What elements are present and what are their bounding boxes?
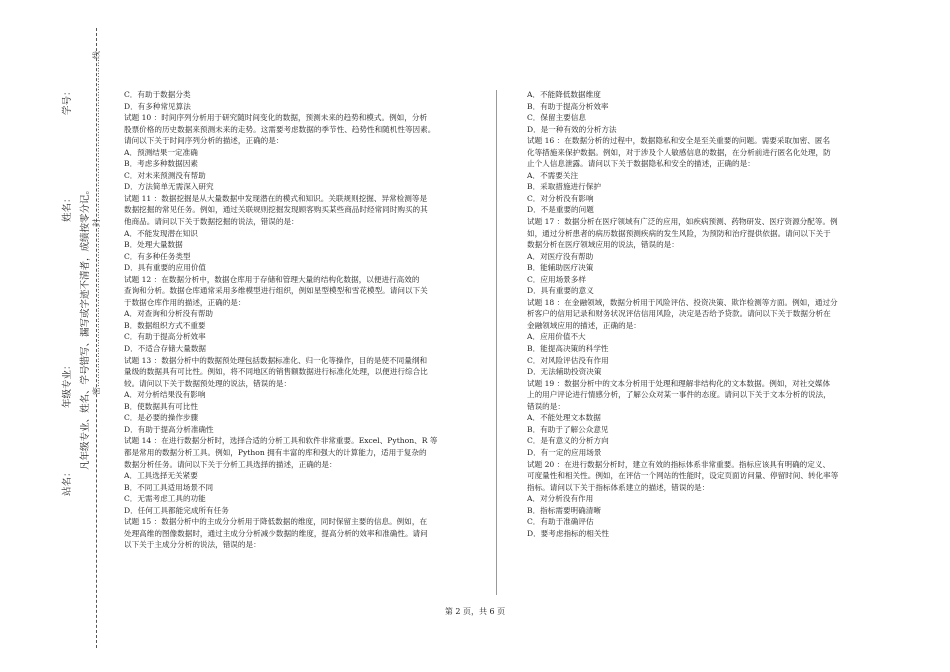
answer-option: D．有助于提高分析准确性	[124, 424, 214, 434]
answer-option: D．有一定的应用场景	[527, 447, 602, 457]
answer-option: C．应用场景多样	[527, 274, 586, 284]
answer-option: C．保留主要信息	[527, 113, 586, 123]
answer-option: B．考虑多种数据因素	[124, 159, 198, 169]
answer-option: D．具有重要的意义	[527, 286, 594, 296]
question-line: 试题 13 ：数据分析中的数据预处理包括数据标准化、归一化等操作，目的是使不同量纲和	[124, 355, 428, 365]
answer-option: B．有助于了解公众意见	[527, 424, 609, 434]
answer-option: B．能辅助医疗决策	[527, 263, 594, 273]
name-field-label: 姓名：	[62, 193, 73, 222]
answer-option: A．预测结果一定准确	[124, 147, 198, 157]
question-line: 试题 19 ：数据分析中的文本分析用于处理和理解非结构化的文本数据。例如，对社交媒体	[527, 378, 831, 388]
text-line: 如，通过分析患者的病历数据预测疾病的发生风险，为预防和治疗提供依据。请问以下关于	[527, 228, 831, 238]
answer-option: D．具有重要的应用价值	[124, 263, 207, 273]
text-line: 他商品。请问以下关于数据挖掘的说法，错误的是：	[124, 217, 299, 227]
exam-notice: 凡年级专业、姓名、学号错写、漏写或字迹不清者，成绩按零分记。	[80, 184, 91, 470]
seal-line-text: 密……………………………………………………封……………………………………………………线	[92, 51, 101, 395]
question-line: 试题 12 ：在数据分析中，数据仓库用于存储和管理大量的结构化数据，以便进行高效的	[124, 274, 420, 284]
text-line: 量级的数据具有可比性。例如，将不同地区的销售额数据进行标准化处理，以便进行综合比	[124, 367, 428, 377]
question-line: 试题 15 ：数据分析中的主成分分析用于降低数据的维度，同时保留主要的信息。例如，在	[124, 517, 428, 527]
page-number: 第 2 页，共 6 页	[444, 607, 506, 616]
answer-option: A．不能降低数据维度	[527, 90, 601, 99]
answer-option: B．能提高决策的科学性	[527, 344, 609, 354]
answer-option: A．对医疗没有帮助	[527, 251, 594, 261]
question-line: 试题 18 ：在金融领域，数据分析用于风险评估、投资决策、欺诈检测等方面。例如，通过分	[527, 297, 838, 307]
text-line: 处理高维的图像数据时，通过主成分分析减少数据的维度，提高分析的效率和准确性。请问	[124, 528, 428, 538]
right-column	[527, 89, 867, 539]
answer-option: C．对未来预测没有帮助	[124, 170, 206, 180]
text-line: 数据分析任务。请问以下关于分析工具选择的描述，正确的是：	[124, 459, 337, 469]
text-line: 于数据仓库作用的描述，正确的是：	[124, 297, 246, 307]
text-line: 化等措施来保护数据。例如，对于涉及个人敏感信息的数据，在分析前进行匿名化处理，防	[527, 147, 831, 157]
left-column	[124, 89, 482, 551]
text-line: 可度量性和相关性。例如，在评估一个网站的性能时，设定页面访问量、停留时间、转化率等	[527, 471, 839, 481]
question-line: 试题 11 ：数据挖掘是从大量数据中发现潜在的模式和知识。关联规则挖掘、异常检测等是	[124, 193, 428, 203]
answer-option: D．无法辅助投资决策	[527, 367, 602, 377]
answer-option: C．是有意义的分析方向	[527, 436, 609, 446]
answer-option: A．工具选择无关紧要	[124, 471, 198, 481]
answer-option: A．对查询和分析没有帮助	[124, 309, 214, 319]
student-id-field-label: 学号：	[62, 86, 73, 115]
answer-option: D．是一种有效的分析方法	[527, 124, 617, 134]
text-line: 上的用户评论进行情感分析，了解公众对某一事件的态度。请问以下关于文本分析的说法，	[527, 390, 831, 400]
question-line: 试题 14 ：在进行数据分析时，选择合适的分析工具和软件非常重要。Excel、Python、R 等	[124, 436, 438, 446]
text-line: 止个人信息泄露。请问以下关于数据隐私和安全的描述，正确的是：	[527, 159, 755, 169]
question-line: 试题 10 ：时间序列分析用于研究随时间变化的数据，预测未来的趋势和模式。例如，分析	[124, 113, 428, 123]
answer-option: C．有助于数据分类	[124, 90, 191, 99]
school-field-label: 站名：	[62, 467, 73, 496]
answer-option: D．有多种常见算法	[124, 101, 191, 111]
answer-option: A．对分析结果没有影响	[124, 390, 206, 400]
answer-option: D．任何工具都能完成所有任务	[124, 505, 229, 515]
text-line: 数据分析在医疗领域应用的说法，错误的是：	[527, 240, 679, 250]
text-line: 析客户的信用记录和财务状况评估信用风险，决定是否给予贷款。请问以下关于数据分析在	[527, 309, 831, 319]
text-line: 数据挖掘的常见任务。例如，通过关联规则挖掘发现顾客购买某些商品时经常同时购买的其	[124, 205, 428, 215]
major-field-label: 年级专业：	[62, 360, 73, 408]
binding-margin	[0, 0, 110, 672]
text-line: 都是常用的数据分析工具。例如，Python 拥有丰富的库和强大的计算能力，适用于复杂的	[124, 447, 427, 457]
answer-option: C．对分析没有影响	[527, 193, 594, 203]
answer-option: C．有助于提高分析效率	[124, 332, 206, 342]
answer-option: A．不能处理文本数据	[527, 413, 601, 423]
text-line: 请问以下关于时间序列分析的描述，正确的是：	[124, 136, 284, 146]
answer-option: A．不能发现潜在知识	[124, 228, 198, 238]
answer-option: A．应用价值不大	[527, 332, 586, 342]
answer-option: B．处理大量数据	[124, 240, 183, 250]
answer-option: B．数据组织方式不重要	[124, 320, 206, 330]
text-line: 较。请问以下关于数据预处理的说法，错误的是：	[124, 378, 292, 388]
answer-option: B．使数据具有可比性	[124, 401, 198, 411]
question-line: 试题 20 ：在进行数据分析时，建立有效的指标体系非常重要。指标应该具有明确的定义、	[527, 459, 831, 469]
answer-option: B．指标需要明确清晰	[527, 505, 601, 515]
answer-option: D．不是重要的问题	[527, 205, 594, 215]
text-line: 股票价格的历史数据来预测未来的走势。这需要考虑数据的季节性、趋势性和随机性等因素。	[124, 124, 436, 134]
text-line: 金融领域应用的描述，正确的是：	[527, 320, 641, 330]
column-divider	[496, 90, 497, 595]
answer-option: C．无需考虑工具的功能	[124, 494, 206, 504]
question-line: 试题 16 ：在数据分析的过程中，数据隐私和安全是至关重要的问题。需要采取加密、匿名	[527, 136, 831, 146]
question-line: 试题 17 ：数据分析在医疗领域有广泛的应用，如疾病预测、药物研发、医疗资源分配等。例	[527, 217, 838, 227]
text-line: 错误的是：	[527, 401, 565, 411]
answer-option: B．不同工具适用场景不同	[124, 482, 214, 492]
answer-option: A．对分析没有作用	[527, 494, 594, 504]
text-line: 以下关于主成分分析的说法，错误的是：	[124, 540, 261, 550]
answer-option: D．要考虑指标的相关性	[527, 528, 610, 538]
text-line: 指标。请问以下关于指标体系建立的描述，错误的是：	[527, 482, 710, 492]
answer-option: C．对风险评估没有作用	[527, 355, 609, 365]
answer-option: C．是必要的操作步骤	[124, 413, 199, 423]
answer-option: A．不需要关注	[527, 170, 579, 180]
answer-option: D．不适合存储大量数据	[124, 344, 207, 354]
answer-option: C．有多种任务类型	[124, 251, 191, 261]
answer-option: B．有助于提高分析效率	[527, 101, 609, 111]
answer-option: B．采取措施进行保护	[527, 182, 601, 192]
text-line: 查询和分析。数据仓库通常采用多维模型进行组织，例如星型模型和雪花模型。请问以下关	[124, 286, 428, 296]
answer-option: D．方法简单无需深入研究	[124, 182, 214, 192]
answer-option: C．有助于准确评估	[527, 517, 594, 527]
